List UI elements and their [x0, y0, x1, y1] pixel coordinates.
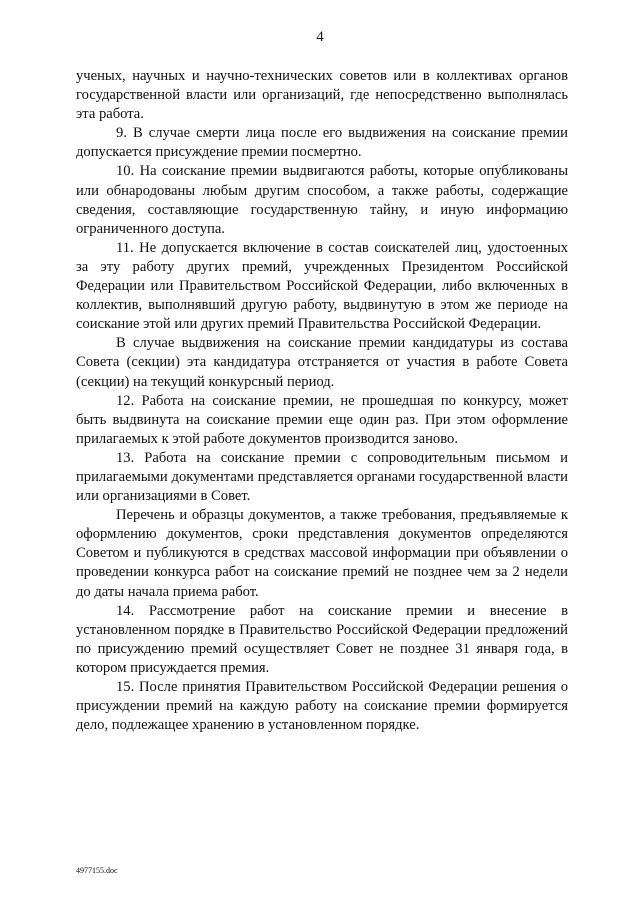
page-number: 4	[316, 29, 324, 45]
paragraph-item-15: 15. После принятия Правительством Российской Федерации решения о присуждении премий на каждую работу на соискание премии формируется дело, подлежащее хранению в установленном порядке.	[76, 679, 568, 734]
paragraph-item-12: 12. Работа на соискание премии, не прошедшая по конкурсу, может быть выдвинута на соискание премии еще один раз. При этом оформление прилагаемых к этой работе документов производится заново.	[76, 392, 568, 447]
paragraph-item-13: 13. Работа на соискание премии с сопроводительным письмом и прилагаемыми документами представляется органами государственной власти или организациями в Совет.	[76, 449, 568, 505]
paragraph-item-13-note: Перечень и образцы документов, а также требования, предъявляемые к оформлению документов, сроки представления документов определяются Советом и публикуются в средствах массовой информации при объявлении о проведении конкурса работ на соискание премий не позднее чем за 2 недели до даты начала приема работ.	[76, 507, 568, 600]
paragraph-item-11: 11. Не допускается включение в состав соискателей лиц, удостоенных за эту работу других премий, учрежденных Президентом Российской Федерации или Правительством Российской Федерации, либо включенных в коллектив, выполнявший другую работу, выдвинутую в этом же периоде на соискание этой или других премий Правительства Российской Федерации.	[76, 239, 568, 333]
paragraph-item-10: 10. На соискание премии выдвигаются работы, которые опубликованы или обнародованы любым другим способом, а также работы, содержащие сведения, составляющие государственную тайну, и иную информацию ограниченного доступа.	[76, 163, 568, 237]
paragraph-item-9: 9. В случае смерти лица после его выдвижения на соискание премии допускается присуждение премии посмертно.	[76, 125, 568, 161]
footer-document-code: 4977155.doc	[76, 866, 118, 875]
paragraph-item-11-note: В случае выдвижения на соискание премии кандидатуры из состава Совета (секции) эта кандидатура отстраняется от участия в работе Совета (секции) на текущий конкурсный период.	[76, 335, 568, 390]
document-body	[76, 67, 568, 735]
paragraph-continuation: ученых, научных и научно-технических советов или в коллективах органов государственной власти или организаций, где непосредственно выполнялась эта работа.	[76, 68, 568, 123]
paragraph-item-14: 14. Рассмотрение работ на соискание премии и внесение в установленном порядке в Правительство Российской Федерации предложений по присуждению премий осуществляет Совет не позднее 31 января года, в котором присуждается премия.	[76, 602, 568, 676]
